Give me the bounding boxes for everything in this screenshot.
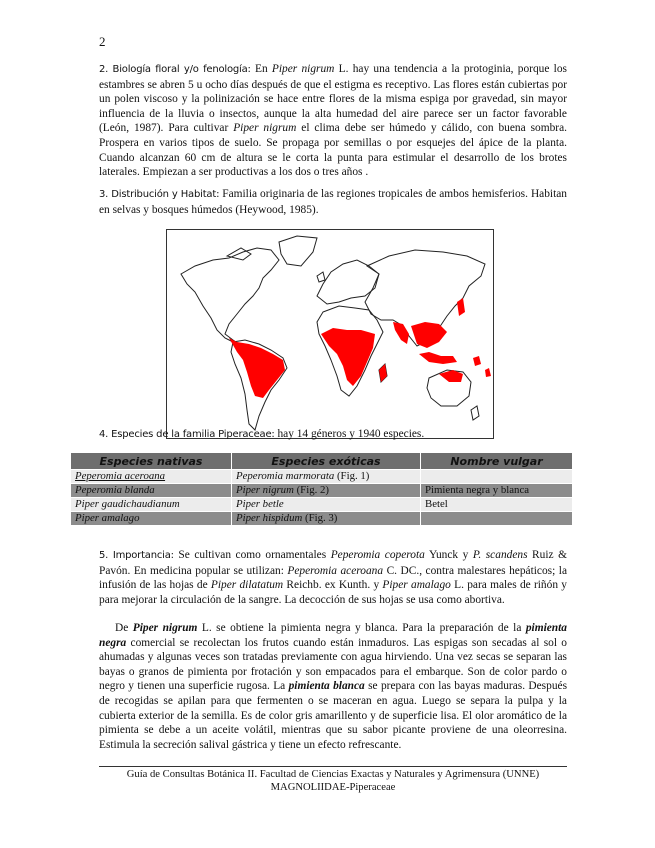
common-name-cell: Betel bbox=[421, 498, 573, 512]
section-heading: 5. Importancia: bbox=[99, 550, 174, 561]
section-heading: 3. Distribución y Habitat: bbox=[99, 189, 220, 200]
native-species-cell: Piper amalago bbox=[71, 512, 232, 526]
range-africa bbox=[321, 328, 375, 386]
footer-line-1: Guía de Consultas Botánica II. Facultad de Ciencias Exactas y Naturales y Agrimensura (UNNE) bbox=[126, 769, 540, 780]
section-species: 4. Especies de la familia Piperaceae: hay 14 géneros y 1940 especies. bbox=[99, 428, 425, 440]
distribution-map bbox=[166, 229, 494, 439]
table-row bbox=[71, 484, 573, 498]
greenland-outline bbox=[279, 236, 317, 266]
page-number: 2 bbox=[99, 34, 106, 49]
section-biology: 2. Biología floral y/o fenología: En Piper nigrum L. hay una tendencia a la protoginia, porque los estambres se abren 5 u ocho días después de que el estigma es receptivo. Las flores están cubiertas por un polen viscoso y la polinización se hace entre flores de la misma espiga por gravedad, sin mayor influencia de la lluvia o insectos, aunque la alta humedad del aire parece ser un factor favorable (León, 1987). Para cultivar Piper nigrum el clima debe ser húmedo y cálido, con buena sombra. Prospera en varios tipos de suelo. Se propaga por semillas o por esquejes del ápice de la planta. Cuando alcanzan 60 cm de altura se le corta la punta para estimular el desarrollo de los brotes laterales. Empiezan a ser productivas a los dos o tres años . bbox=[99, 63, 567, 179]
exotic-species-cell: Peperomia marmorata (Fig. 1) bbox=[232, 470, 421, 484]
table-row bbox=[71, 498, 573, 512]
exotic-species-cell: Piper hispidum (Fig. 3) bbox=[232, 512, 421, 526]
common-name-cell bbox=[421, 470, 573, 484]
range-india bbox=[393, 322, 409, 344]
common-name-cell: Pimienta negra y blanca bbox=[421, 484, 573, 498]
column-header: Especies nativas bbox=[71, 453, 232, 470]
native-species-cell: Piper gaudichaudianum bbox=[71, 498, 232, 512]
column-header: Especies exóticas bbox=[232, 453, 421, 470]
footer-line-2: MAGNOLIIDAE-Piperaceae bbox=[270, 782, 396, 793]
native-species-cell: Peperomia blanda bbox=[71, 484, 232, 498]
exotic-species-cell: Piper nigrum (Fig. 2) bbox=[232, 484, 421, 498]
column-header: Nombre vulgar bbox=[421, 453, 573, 470]
table-row bbox=[71, 470, 573, 484]
table-header-row bbox=[71, 453, 573, 470]
range-japan bbox=[457, 298, 465, 316]
section-heading: 2. Biología floral y/o fenología: bbox=[99, 64, 251, 75]
range-southeast-asia bbox=[411, 322, 447, 348]
section-distribution: 3. Distribución y Habitat: Familia originaria de las regiones tropicales de ambos hemisferios. Habitan en selvas y bosques húmedos (Heywood, 1985). bbox=[99, 188, 567, 216]
species-table bbox=[70, 452, 573, 526]
range-pacific-1 bbox=[473, 356, 481, 366]
table-row bbox=[71, 512, 573, 526]
section-pepper: De Piper nigrum L. se obtiene la pimienta negra y blanca. Para la preparación de la pimienta negra comercial se recolectan los frutos cuando están inmaduros. Las espigas son secadas al sol o ahumadas y algunas veces son tratadas previamente con agua hirviendo. Una vez secas se separan las bayas o granos de pimienta por frotación y son empacados para el embarque. Son de color pardo o negro y tienen una superficie rugosa. La pimienta blanca se prepara con las bayas maduras. Después de recogidas se apilan para que fermenten o se maceran en agua. Luego se separa la pulpa y la cubierta exterior de la semilla. Es de color gris amarillento y de superficie lisa. El olor aromático de la pimienta se debe a un aceite volátil, mientras que su sabor picante proviene de una oleorresina. Estimula la secreción salival gástrica y tiene un efecto refrescante. bbox=[99, 622, 567, 751]
range-indonesia bbox=[419, 352, 457, 364]
common-name-cell bbox=[421, 512, 573, 526]
section-importance: 5. Importancia: Se cultivan como ornamentales Peperomia coperota Yunck y P. scandens Ruiz & Pavón. En medicina popular se utilizan: Peperomia aceroana C. DC., contra malestares hepáticos; la infusión de las hojas de Piper dilatatum Reichb. ex Kunth. y Piper amalago L. para males de riñón y para mejorar la circulación de la sangre. La decocción de sus hojas se usa como abortiva. bbox=[99, 549, 568, 606]
range-americas bbox=[229, 338, 285, 398]
north-america-outline bbox=[181, 248, 279, 344]
section-heading: 4. Especies de la familia Piperaceae: bbox=[99, 429, 275, 440]
range-pacific-2 bbox=[485, 368, 491, 377]
europe-outline bbox=[317, 260, 379, 304]
native-species-cell: Peperomia aceroana bbox=[71, 470, 232, 484]
exotic-species-cell: Piper betle bbox=[232, 498, 421, 512]
page-footer bbox=[99, 766, 567, 794]
